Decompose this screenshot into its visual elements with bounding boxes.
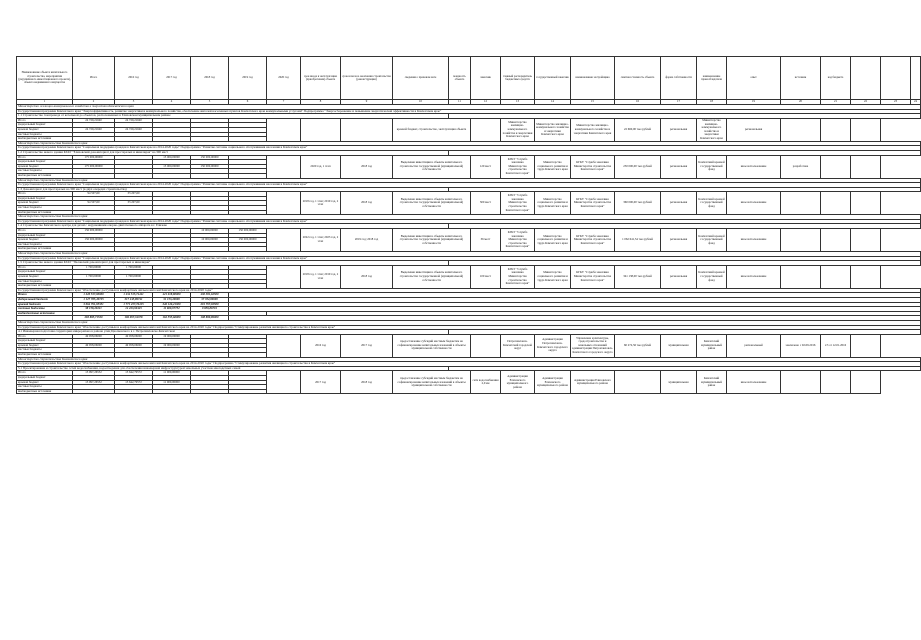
column-index: 9: [341, 100, 393, 105]
object-smeta: 250 000,00 тыс.рублей: [615, 155, 661, 178]
ministry-name: Министерство жилищно-коммунального хозяйства и энергетики Камчатского края: [17, 105, 921, 110]
column-header: государственный заказчик: [535, 57, 571, 100]
object-exp: региональная: [727, 118, 781, 141]
finance-label: местные бюджеты: [17, 169, 73, 174]
object-term2: 2018 год: [341, 192, 393, 215]
finance-label: федеральный бюджет: [17, 160, 73, 165]
object-form: региональная: [661, 192, 697, 215]
finance-label: Итого: [17, 265, 73, 270]
program-name: Государственная программа Камчатского края "Энергоэффективность, развитие энергетики и коммунального хозяйства, обеспечение жителей населенных пунктов Камчатского края коммунальными услугами" Подпрограмма "Энергосбережение и повышение энергетической эффективности в Камчатском крае": [17, 109, 921, 114]
column-header: наименование правообладателя: [697, 57, 727, 100]
object-form: региональная: [661, 265, 697, 288]
object-term1: 2016 год: [301, 334, 341, 357]
finance-label: Итого: [17, 118, 73, 123]
empty-cell: [267, 155, 301, 178]
object-title: Строительство нового здания КГАУ "Паланский дом-интернат для престарелых и инвалидов": [22, 260, 151, 265]
finance-value: 13 642,79572: [115, 380, 153, 385]
finance-value: 19 000,00000: [153, 334, 191, 339]
column-index: 3: [115, 100, 153, 105]
finance-value: 49 958,06000: [73, 334, 115, 339]
object-term2: [341, 118, 393, 141]
object-act: Выделение инвестиции в объекты капитального строительства государственной (муниципальной) собственности: [393, 192, 471, 215]
column-header: Итого: [73, 57, 115, 100]
column-index: 4: [153, 100, 191, 105]
object-power: 300 мест: [471, 192, 501, 215]
object-power: сети водоснабжения 2,9 км: [471, 371, 501, 394]
finance-value: [153, 389, 191, 394]
column-header: Наименование объекта капитального строительства, мероприятия (укрупнённого инвестиционного проекта), объекта недвижимого имущества: [17, 57, 73, 100]
finance-label: Итого: [17, 155, 73, 160]
empty-cell: [267, 334, 301, 357]
finance-value: [115, 389, 153, 394]
finance-label: внебюджетные источники: [17, 137, 73, 142]
column-index: 19: [727, 100, 781, 105]
column-index: 15: [571, 100, 615, 105]
object-smeta: 341 138,00 тыс.рублей: [615, 265, 661, 288]
object-term1: 2020 год, 1 этап: [301, 155, 341, 178]
finance-label: федеральный бюджет: [17, 196, 73, 201]
object-form: региональная: [661, 229, 697, 252]
column-index: 22: [851, 100, 881, 105]
finance-value: 33 207,60: [115, 201, 153, 206]
empty-cell: [267, 192, 301, 215]
finance-value: 175 000,00000: [73, 164, 115, 169]
object-gz: Администрация Петропавловск-Камчатского городского округа: [535, 334, 571, 357]
ministry-name: Министерство строительства Камчатского края: [17, 215, 921, 220]
finance-value: 1 700,00000: [115, 265, 153, 270]
empty-cell: [267, 229, 301, 252]
finance-label: местные бюджеты: [17, 348, 73, 353]
finance-label: местные бюджеты: [17, 206, 73, 211]
finance-value: 49 958,06000: [73, 343, 115, 348]
column-header: сведения о правовом акте: [393, 57, 449, 100]
object-owner: Камчатский краевой государственный фонд: [697, 229, 727, 252]
column-index: 21: [821, 100, 851, 105]
finance-label: местные бюджеты: [17, 385, 73, 390]
finance-label: краевой бюджет: [17, 343, 73, 348]
object-smeta: 360 000,00 тыс.рублей: [615, 192, 661, 215]
empty-cell: [851, 192, 881, 215]
column-header: [911, 57, 921, 100]
finance-label: краевой бюджет: [17, 238, 73, 243]
object-title: Строительство Камчатского центра для детей с нарушениями опорно-двигательного аппарата в г. Елизово: [22, 223, 168, 228]
column-header: источник: [781, 57, 821, 100]
column-index: 16: [615, 100, 661, 105]
program-name: Государственная программа Камчатского края "Обеспечение доступным и комфортным жильем жителей Камчатского края на 2014-2020 годы" Подпрограмма "Стимулирование развития жилищного строительства в Камчатском крае": [17, 325, 921, 330]
finance-value: 24 729,21640: [73, 127, 115, 132]
empty-cell: [267, 118, 301, 141]
column-index: 17: [661, 100, 697, 105]
empty-cell: [267, 371, 301, 394]
object-zastr: Министерство жилищно-коммунального хозяйства и энергетики Камчатского края: [571, 118, 615, 141]
object-term1: [301, 118, 341, 141]
column-index: 24: [911, 100, 921, 105]
object-act: Выделение инвестиции в объекты капитального строительства государственной (муниципальной) собственности: [393, 229, 471, 252]
finance-label: местные бюджеты: [17, 132, 73, 137]
object-zastr: КГКУ "Служба заказчика Министерства строительства Камчатского края": [571, 229, 615, 252]
object-exp: иное использование: [727, 192, 781, 215]
object-code: [821, 229, 851, 252]
empty-cell: [267, 265, 301, 288]
header-row: [17, 57, 921, 100]
finance-label: внебюджетные источники: [17, 210, 73, 215]
program-name: Государственная программа Камчатского края "Социальная поддержка граждан в Камчатском крае на 2014-2020 годы" Подпрограмма "Развитие системы социального обслуживания населения в Камчатском крае": [17, 256, 921, 261]
finance-label: федеральный бюджет: [17, 233, 73, 238]
object-act: предоставление субсидий местным бюджетам на софинансирование капитальных вложений в объекты муниципальной собственности: [393, 334, 471, 357]
finance-value: 49 958,06000: [115, 343, 153, 348]
empty-cell: [851, 334, 881, 357]
object-owner: Камчатский краевой государственный фонд: [697, 155, 727, 178]
object-src: заключено с 02.09.2016: [781, 334, 821, 357]
object-term2: 2018 год: [341, 265, 393, 288]
summary-value: 31 153,20000: [153, 297, 191, 302]
finance-label: местные бюджеты: [17, 242, 73, 247]
finance-value: 19 000,00000: [153, 343, 191, 348]
finance-value: 33 207,60: [115, 192, 153, 197]
finance-value: 15 000,00000: [153, 164, 191, 169]
object-zastr: КГКУ "Служба заказчика Министерства строительства Камчатского края": [571, 155, 615, 178]
column-header: главный распорядитель бюджетных средств: [501, 57, 535, 100]
finance-value: [191, 389, 229, 394]
summary-value: 1 220 537,00000: [73, 293, 115, 298]
finance-label: Итого: [17, 371, 73, 376]
finance-value: [73, 389, 115, 394]
object-src: [781, 371, 821, 394]
summary-value: 283 885,71530: [73, 316, 115, 321]
finance-label: внебюджетные источники: [17, 389, 73, 394]
object-gr: КГКУ "Служба заказчика Министерства строительства Камчатского края": [501, 155, 535, 178]
object-gr: Министерство жилищно-коммунального хозяйства и энергетики Камчатского края: [501, 118, 535, 141]
object-gr: КГКУ "Служба заказчика Министерства строительства Камчатского края": [501, 229, 535, 252]
object-power: 120 мест: [471, 155, 501, 178]
object-term1: 2018 год, 1 этап; 2019 год, 2 этап: [301, 192, 341, 215]
object-src: разработана: [781, 155, 821, 178]
finance-value: 156 000,00000: [73, 229, 115, 234]
finance-value: 10 000,00000: [191, 229, 229, 234]
object-number: 5.1: [18, 365, 22, 370]
finance-value: 94 507,60: [73, 192, 115, 197]
column-header: срок начала и окончания строительства (реконструкции): [341, 57, 393, 100]
finance-label: краевой бюджет: [17, 127, 73, 132]
object-form: муниципальная: [661, 371, 697, 394]
finance-value: 11 000,00000: [153, 371, 191, 376]
finance-value: 150 000,00000: [191, 155, 229, 160]
summary-label: Итого: [17, 293, 73, 298]
object-owner: Камчатский муниципальный район: [697, 334, 727, 357]
finance-label: краевой бюджет: [17, 274, 73, 279]
object-exp: иное использование: [727, 155, 781, 178]
empty-cell: [851, 229, 881, 252]
object-form: региональная: [661, 155, 697, 178]
object-smeta: 1 062 641,54 тыс.рублей: [615, 229, 661, 252]
summary-value: 3 064 791,95351: [73, 302, 115, 307]
finance-label: внебюджетные источники: [17, 247, 73, 252]
empty-cell: [851, 155, 881, 178]
column-header: сметная стоимость объекта: [615, 57, 661, 100]
finance-label: краевой бюджет: [17, 164, 73, 169]
column-header: форма собственности: [661, 57, 697, 100]
object-act: Выделение инвестиции в объекты капитального строительства государственной (муниципальной) собственности: [393, 265, 471, 288]
finance-label: федеральный бюджет: [17, 376, 73, 381]
object-term1: 2017 год: [301, 371, 341, 394]
object-gz: Министерство социального развития и труда Камчатского края: [535, 229, 571, 252]
summary-value: 346 126,21300: [153, 302, 191, 307]
object-form: региональная: [661, 118, 697, 141]
object-number: 4.1: [18, 329, 22, 334]
summary-value: 11 609,97752: [153, 307, 191, 312]
summary-title: Государственная программа Камчатского края "Обеспечение доступным и комфортным жильем жителей Камчатского края на 2014-2020 годы": [17, 288, 921, 293]
empty-cell: [851, 371, 881, 394]
object-title: Строительство нового здания КГАУ "Елизовский дом-интернат для престарелых и инвалидов" на 300 мест: [22, 149, 169, 154]
ministry-name: Министерство строительства Камчатского края: [17, 252, 921, 257]
object-term2: 2017 год: [341, 334, 393, 357]
finance-value: 1 700,00000: [73, 265, 115, 270]
column-index: 12: [471, 100, 501, 105]
column-index: 20: [781, 100, 821, 105]
finance-value: 150 000,00000: [191, 164, 229, 169]
finance-label: Итого: [17, 334, 73, 339]
finance-value: 150 000,00000: [229, 229, 267, 234]
object-zastr: Управление архитектуры, градостроительства и земельных отношений администрации Петропавловск-Камчатского городского округа: [571, 334, 615, 357]
finance-label: внебюджетные источники: [17, 353, 73, 358]
object-gr: Администрация Елизовского муниципального района: [501, 371, 535, 394]
summary-value: 1 771 457,76415: [115, 302, 153, 307]
ministry-name: Министерство строительства Камчатского края: [17, 357, 921, 362]
column-index: 8: [301, 100, 341, 105]
column-index: 13: [501, 100, 535, 105]
object-smeta: 22 660,00 тыс.рублей: [615, 118, 661, 141]
object-gr: КГКУ "Служба заказчика Министерства строительства Камчатского края": [501, 192, 535, 215]
program-name: Государственная программа Камчатского края "Социальная поддержка граждан в Камчатском крае на 2014-2020 годы" Подпрограмма "Развитие системы социального обслуживания населения в Камчатском крае": [17, 183, 921, 188]
object-gr: Петропавловск-Камчатский городской округ: [501, 334, 535, 357]
object-owner: Камчатский краевой государственный фонд: [697, 265, 727, 288]
object-gr: КГКУ "Служба заказчика Министерства строительства Камчатского края": [501, 265, 535, 288]
object-number: 1.2: [18, 149, 22, 154]
object-power: [471, 118, 501, 141]
summary-value: 14 223,90445: [115, 307, 153, 312]
column-header: [851, 57, 881, 100]
summary-label: федеральный бюджет: [17, 297, 73, 302]
object-form: муниципальная: [661, 334, 697, 357]
object-src: [781, 265, 821, 288]
finance-value: 24 729,21640: [115, 118, 153, 123]
object-exp: иное использование: [727, 371, 781, 394]
finance-value: 15 000,00000: [153, 155, 191, 160]
object-gz: Министерство социального развития и труда Камчатского края: [535, 192, 571, 215]
column-header: 2019 год: [229, 57, 267, 100]
finance-value: 1 700,00000: [73, 274, 115, 279]
summary-value: 37 352,89000: [191, 297, 229, 302]
object-number: 1.1: [18, 113, 22, 118]
finance-value: 156 000,00000: [73, 238, 115, 243]
object-src: [781, 192, 821, 215]
summary-value: 1 434 515,74441: [115, 293, 153, 298]
column-header: мощность объекта: [449, 57, 471, 100]
summary-label: краевой бюджет: [17, 302, 73, 307]
column-index: 7: [267, 100, 301, 105]
object-exp: региональный: [727, 334, 781, 357]
object-term2: 2019 год; 2018 год: [341, 229, 393, 252]
summary-value: 9 850,86791: [191, 307, 229, 312]
object-title: Проектирование и строительство сетей водоснабжения, водоотведения для обеспечения инженерной инфраструктурой земельных участков многодетных семей: [22, 365, 241, 370]
object-owner: Министерство жилищно-коммунального хозяйства и энергетики Камчатского края: [697, 118, 727, 141]
summary-value: 38 158,20221: [73, 307, 115, 312]
object-exp: иное использование: [727, 265, 781, 288]
summary-value: 291 797,92500: [191, 302, 229, 307]
summary-label: внебюджетные источники: [17, 311, 73, 316]
object-number: 1.4: [18, 223, 22, 228]
program-name: Государственная программа Камчатского края "Социальная поддержка граждан в Камчатском крае на 2014-2020 годы" Подпрограмма "Развитие системы социального обслуживания населения в Камчатском крае": [17, 146, 921, 151]
object-number: 1.3: [18, 186, 22, 191]
finance-value: 49 958,06000: [115, 334, 153, 339]
finance-value: 11 000,00000: [153, 380, 191, 385]
finance-label: краевой бюджет: [17, 380, 73, 385]
object-code: [821, 265, 851, 288]
summary-value: 317 245,89741: [115, 297, 153, 302]
finance-value: 10 000,00000: [191, 238, 229, 243]
finance-value: 13 997,26552: [73, 380, 115, 385]
object-code: [821, 371, 851, 394]
object-power: 36 мест: [471, 229, 501, 252]
column-index: 5: [191, 100, 229, 105]
empty-cell: [851, 265, 881, 288]
object-zastr: КГКУ "Служба заказчика Министерства строительства Камчатского края": [571, 265, 615, 288]
finance-label: Итого: [17, 192, 73, 197]
object-title: Дом-интернат для престарелых на 300 мест (в двух очередях строительства): [22, 186, 127, 191]
column-header: опыт: [727, 57, 781, 100]
column-header: [881, 57, 911, 100]
finance-value: 175 000,00000: [73, 155, 115, 160]
object-act: Выделение инвестиции в объекты капитального строительства государственной (муниципальной) собственности: [393, 155, 471, 178]
finance-label: федеральный бюджет: [17, 270, 73, 275]
object-term2: 2018 год: [341, 371, 393, 394]
object-term2: 2018 год: [341, 155, 393, 178]
program-name: Государственная программа Камчатского края "Социальная поддержка граждан в Камчатском крае на 2014-2020 годы" Подпрограмма "Развитие системы социального обслуживания населения в Камчатском крае": [17, 219, 921, 224]
object-number: 1.5: [18, 260, 22, 265]
ministry-name: Министерство строительства Камчатского края: [17, 141, 921, 146]
investment-table: [16, 56, 921, 394]
object-power: 100 мест: [471, 265, 501, 288]
object-title: Строительство газопровода от котельной до объектов, расположенных в Елизовском муниципальном районе: [22, 113, 171, 118]
object-src: [781, 118, 821, 141]
object-smeta: 60 272,56 тыс.рублей: [615, 334, 661, 357]
column-index: 2: [73, 100, 115, 105]
object-term1: 2018 год, 1 этап; 2019 год, 2 этап: [301, 265, 341, 288]
finance-label: федеральный бюджет: [17, 339, 73, 344]
summary-value: 430 381,62500: [191, 293, 229, 298]
empty-cell: [851, 118, 881, 141]
finance-value: 24 729,21640: [115, 127, 153, 132]
object-act: краевой бюджет, строительство, эксплуатация объекта: [393, 118, 471, 141]
object-zastr: КГКУ "Служба заказчика Министерства строительства Камчатского края": [571, 192, 615, 215]
column-header: 2017 год: [153, 57, 191, 100]
column-header: срок ввода в эксплуатацию (приобретения) объекта: [301, 57, 341, 100]
finance-value: 24 729,21640: [73, 118, 115, 123]
finance-value: 94 507,60: [73, 201, 115, 206]
object-gz: Министерство жилищно-коммунального хозяйства и энергетики Камчатского края: [535, 118, 571, 141]
column-index: 23: [881, 100, 911, 105]
summary-value: 421 018,80000: [153, 293, 191, 298]
finance-label: краевой бюджет: [17, 201, 73, 206]
summary-value: 108 880,89000: [191, 316, 229, 321]
object-code: з/3 от 12.01.2016: [821, 334, 851, 357]
summary-value: 1 127 785,49725: [73, 297, 115, 302]
finance-label: Итого: [17, 229, 73, 234]
column-index: 1: [17, 100, 73, 105]
column-header: код бюджета: [821, 57, 851, 100]
column-index: 6: [229, 100, 267, 105]
finance-value: [229, 389, 267, 394]
object-code: [821, 155, 851, 178]
finance-label: внебюджетные источники: [17, 284, 73, 289]
ministry-name: Министерство строительства Камчатского края: [17, 320, 921, 325]
object-src: [781, 229, 821, 252]
object-owner: Камчатский краевой государственный фонд: [697, 192, 727, 215]
object-code: [821, 118, 851, 141]
object-zastr: Администрация Елизовского муниципального района: [571, 371, 615, 394]
column-index: 18: [697, 100, 727, 105]
finance-label: местные бюджеты: [17, 279, 73, 284]
object-owner: Камчатский муниципальный район: [697, 371, 727, 394]
column-index: 10: [393, 100, 449, 105]
object-title: Инженерная подготовка территории микрорайона в районе улиц Циолковского в г. Петропавловске-Камчатском: [22, 329, 175, 334]
column-header: заказчик: [471, 57, 501, 100]
column-header: 2020 год: [267, 57, 301, 100]
column-header: наименование застройщика: [571, 57, 615, 100]
finance-label: федеральный бюджет: [17, 123, 73, 128]
object-gz: Министерство социального развития и труда Камчатского края: [535, 265, 571, 288]
finance-value: 13 997,26552: [73, 371, 115, 376]
object-exp: иное использование: [727, 229, 781, 252]
finance-value: 150 000,00000: [229, 238, 267, 243]
object-term1: 2022 год, 1 этап; 2023 год, 2 этап: [301, 229, 341, 252]
ministry-name: Министерство строительства Камчатского края: [17, 178, 921, 183]
object-power: [471, 334, 501, 357]
summary-value: 169 097,34378: [115, 316, 153, 321]
finance-value: 13 642,79572: [115, 371, 153, 376]
summary-label: местные бюджеты: [17, 307, 73, 312]
object-gz: Администрация Елизовского муниципального района: [535, 371, 571, 394]
object-act: предоставление субсидий местным бюджетам на софинансирование капитальных вложений в объекты муниципальной собственности: [393, 371, 471, 394]
program-name: Государственная программа Камчатского края "Обеспечение доступным и комфортным жильем жителей Камчатского края на 2014-2020 годы" Подпрограмма "Стимулирование развития жилищного строительства в Камчатском крае": [17, 362, 921, 367]
object-code: [821, 192, 851, 215]
spreadsheet-sheet: [16, 56, 917, 394]
column-header: 2016 год: [115, 57, 153, 100]
object-gz: Министерство социального развития и труда Камчатского края: [535, 155, 571, 178]
object-smeta: [615, 371, 661, 394]
summary-value: 162 555,66000: [153, 316, 191, 321]
column-index: 14: [535, 100, 571, 105]
column-header: 2018 год: [191, 57, 229, 100]
finance-value: 1 700,00000: [115, 274, 153, 279]
column-index: 11: [449, 100, 471, 105]
finance-label: внебюджетные источники: [17, 173, 73, 178]
